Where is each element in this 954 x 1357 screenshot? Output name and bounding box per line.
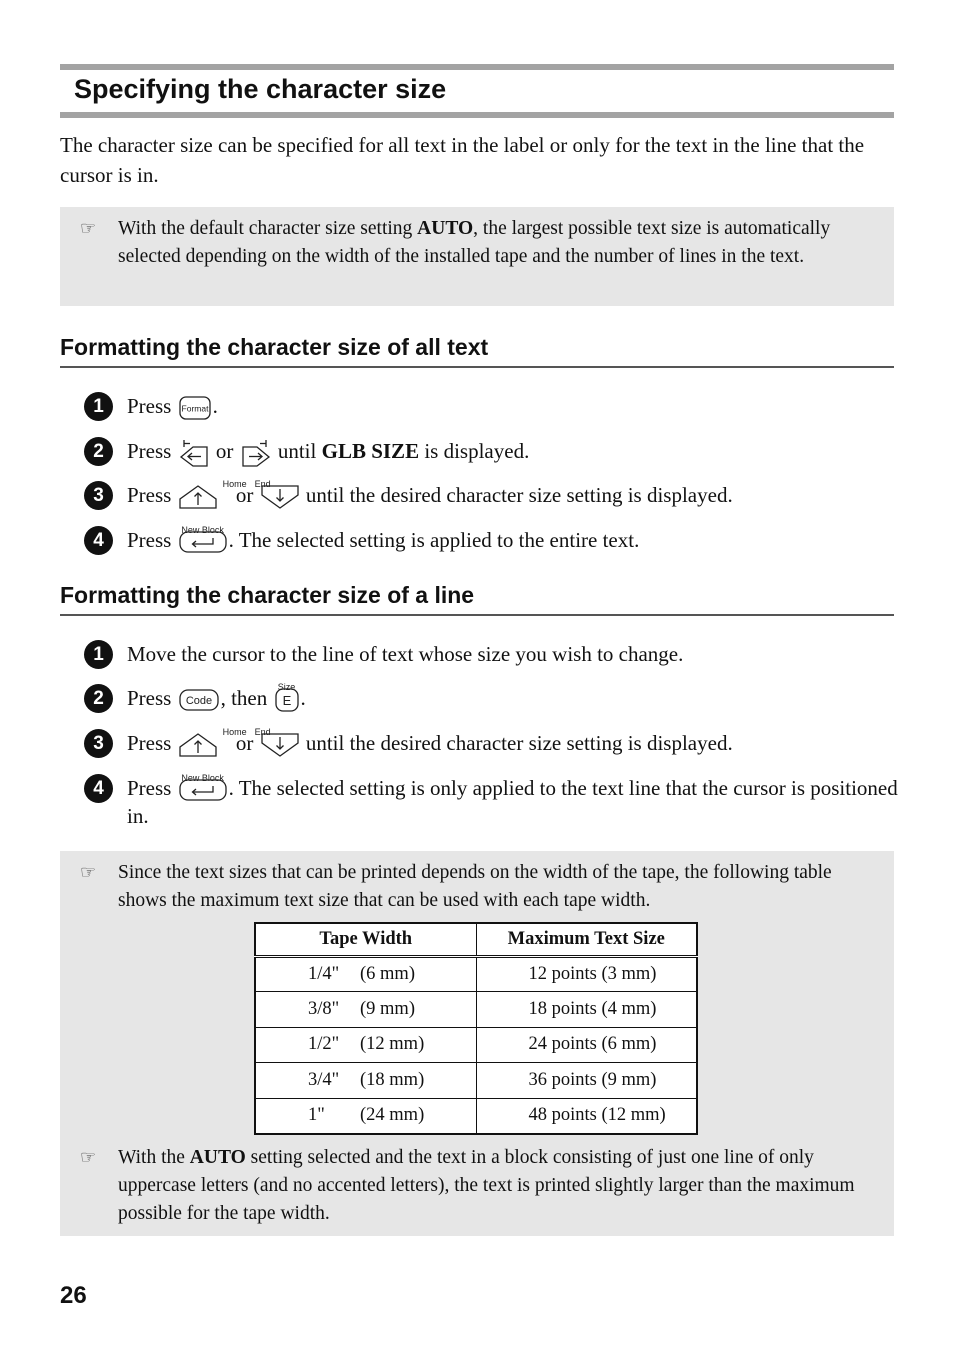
svg-text:E: E <box>282 693 291 709</box>
section-header-bar <box>60 64 894 118</box>
note-auto-uppercase: ☞ With the AUTO setting selected and the text in a block consisting of just one line of only uppercase letters (and no accented letters), the text is printed slightly larger than the maximum possible for the tape width. <box>60 1144 894 1228</box>
svg-text:Format: Format <box>181 403 209 414</box>
tape-width-table <box>254 922 698 1135</box>
cursor-down-end-key-icon: End <box>261 733 299 757</box>
e-size-key-icon: Size E <box>275 688 299 712</box>
table-row: 3/4" (18 mm) 36 points (9 mm) <box>255 1063 697 1099</box>
step-number: 3 <box>84 729 113 758</box>
step-number: 4 <box>84 774 113 803</box>
column-header-tape-width: Tape Width <box>255 923 476 956</box>
step-number: 1 <box>84 392 113 421</box>
table-row: 1/4" (6 mm) 12 points (3 mm) <box>255 956 697 992</box>
table-header-row <box>255 923 697 956</box>
cursor-up-home-key-icon: Home <box>179 485 217 509</box>
cursor-left-key-icon <box>179 439 209 467</box>
note-default-size: ☞ With the default character size setting AUTO, the largest possible text size is automatically selected depending on the width of the installed tape and the number of lines in the text. <box>60 215 880 271</box>
pointing-hand-icon: ☞ <box>80 218 97 239</box>
step-number: 4 <box>84 526 113 555</box>
pointing-hand-icon: ☞ <box>80 1147 97 1168</box>
enter-newblock-key-icon: New Block <box>179 779 227 801</box>
intro-paragraph: The character size can be specified for all text in the label or only for the text in the line that the cursor is in. <box>60 133 865 187</box>
subsection-title-line: Formatting the character size of a line <box>60 582 894 616</box>
step-number: 2 <box>84 684 113 713</box>
cursor-right-key-icon <box>241 439 271 467</box>
table-row: 1" (24 mm) 48 points (12 mm) <box>255 1098 697 1134</box>
table-row: 3/8" (9 mm) 18 points (4 mm) <box>255 992 697 1028</box>
column-header-max-text-size: Maximum Text Size <box>476 923 697 956</box>
step-number: 2 <box>84 437 113 466</box>
code-key-icon <box>179 689 219 711</box>
enter-newblock-key-icon: New Block <box>179 531 227 553</box>
subsection-title-all-text: Formatting the character size of all text <box>60 334 894 368</box>
note-box-default-size <box>60 207 894 306</box>
format-key-icon <box>179 396 211 420</box>
table-row: 1/2" (12 mm) 24 points (6 mm) <box>255 1027 697 1063</box>
cursor-up-home-key-icon: Home <box>179 733 217 757</box>
section-title: Specifying the character size <box>74 74 447 104</box>
cursor-down-end-key-icon: End <box>261 485 299 509</box>
pointing-hand-icon: ☞ <box>80 862 97 883</box>
note-tape-width: ☞ Since the text sizes that can be printed depends on the width of the tape, the following table shows the maximum text size that can be used with each tape width. <box>60 859 880 915</box>
step-number: 3 <box>84 481 113 510</box>
step-number: 1 <box>84 640 113 669</box>
svg-text:Code: Code <box>185 695 212 708</box>
page-number: 26 <box>60 1282 87 1309</box>
